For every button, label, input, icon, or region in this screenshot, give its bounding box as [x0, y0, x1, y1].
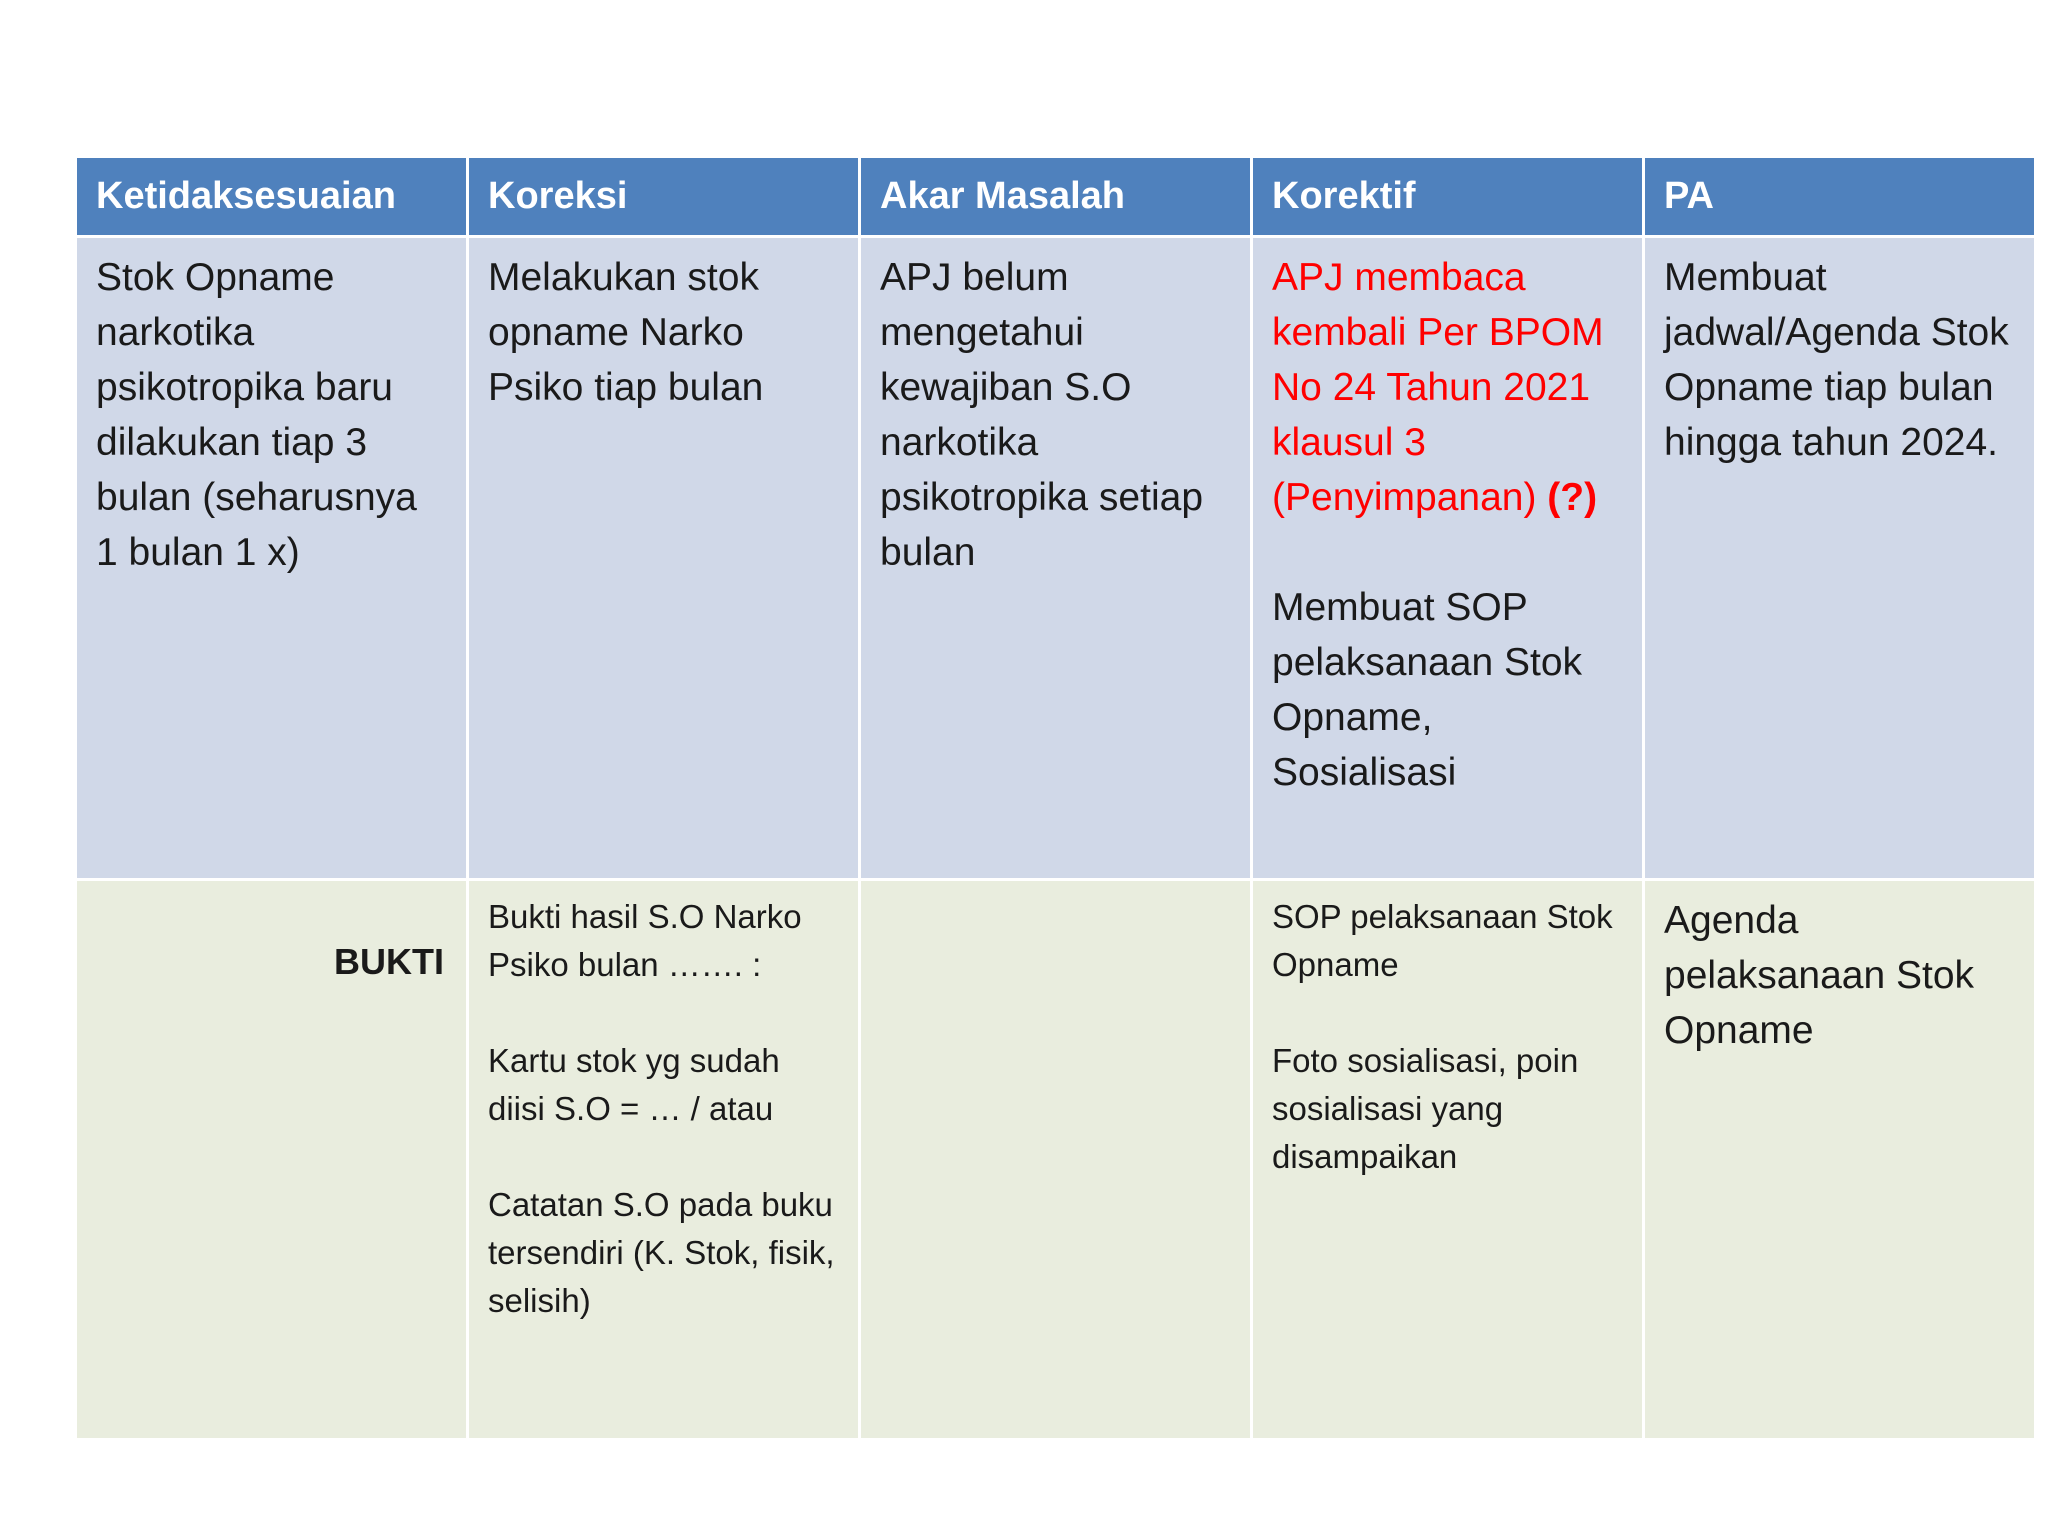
cell-ketidaksesuaian: Stok Opname narkotika psikotropika baru dilakukan tiap 3 bulan (seharusnya 1 bulan 1 x): [76, 237, 468, 880]
bukti-koreksi-p2: Kartu stok yg sudah diisi S.O = … / atau: [488, 1042, 780, 1127]
cell-bukti-pa: Agenda pelaksanaan Stok Opname: [1644, 880, 2036, 1440]
cell-akar-masalah: APJ belum mengetahui kewajiban S.O narkotika psikotropika setiap bulan: [860, 237, 1252, 880]
cell-korektif: [1252, 237, 1644, 880]
header-pa: PA: [1644, 157, 2036, 237]
table-row: [76, 880, 2036, 1440]
cell-bukti-akar-masalah: [860, 880, 1252, 1440]
table-row: [76, 237, 2036, 880]
cell-pa: Membuat jadwal/Agenda Stok Opname tiap bulan hingga tahun 2024.: [1644, 237, 2036, 880]
capa-table: [74, 155, 2037, 1441]
bukti-korektif-p2: Foto sosialisasi, poin sosialisasi yang disampaikan: [1272, 1042, 1579, 1175]
korektif-black-text: Membuat SOP pelaksanaan Stok Opname, Sosialisasi: [1272, 586, 1583, 794]
bukti-koreksi-p1: Bukti hasil S.O Narko Psiko bulan ……. :: [488, 898, 802, 983]
header-ketidaksesuaian: Ketidaksesuaian: [76, 157, 468, 237]
korektif-red-text: APJ membaca kembali Per BPOM No 24 Tahun 2021 klausul 3 (Penyimpanan): [1272, 256, 1604, 519]
cell-koreksi: Melakukan stok opname Narko Psiko tiap bulan: [468, 237, 860, 880]
cell-bukti-koreksi: [468, 880, 860, 1440]
korektif-question-mark: (?): [1536, 476, 1598, 519]
cell-bukti-korektif: [1252, 880, 1644, 1440]
header-akar-masalah: Akar Masalah: [860, 157, 1252, 237]
header-row: [76, 157, 2036, 237]
bukti-koreksi-p3: Catatan S.O pada buku tersendiri (K. Stok, fisik, selisih): [488, 1186, 835, 1319]
bukti-korektif-p1: SOP pelaksanaan Stok Opname: [1272, 898, 1613, 983]
header-koreksi: Koreksi: [468, 157, 860, 237]
bukti-label: BUKTI: [76, 880, 468, 1440]
header-korektif: Korektif: [1252, 157, 1644, 237]
